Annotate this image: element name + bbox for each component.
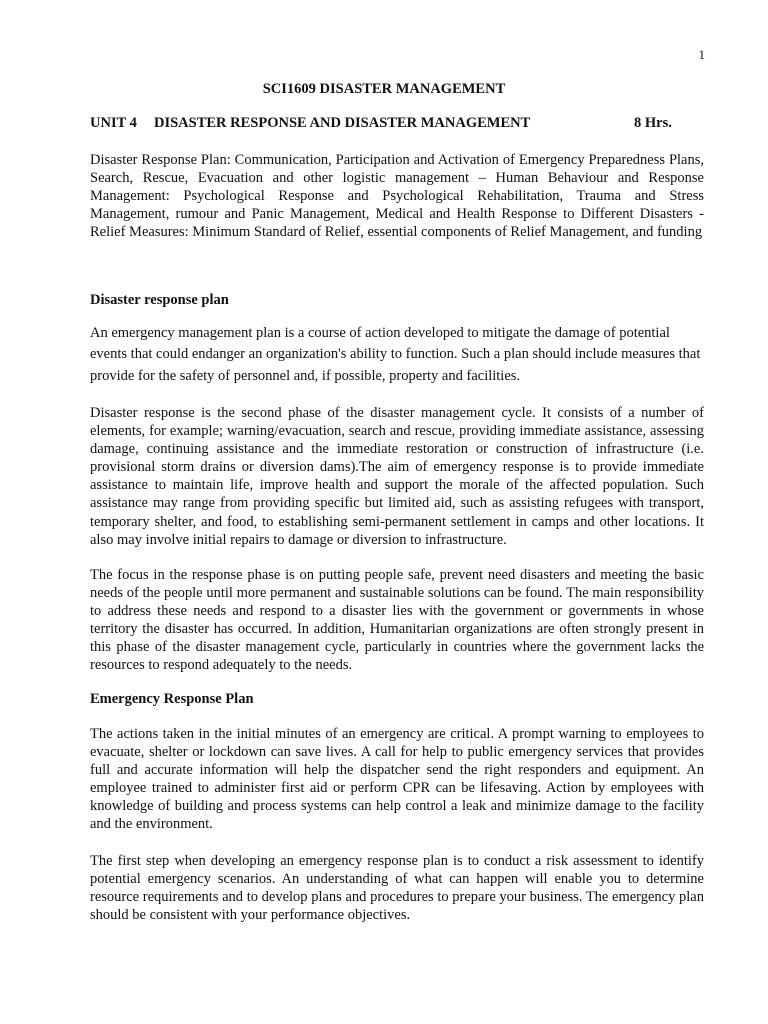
section-heading-emergency-response-plan: Emergency Response Plan [90, 691, 254, 707]
paragraph: Disaster response is the second phase of the disaster management cycle. It consists of a number of elements, for example; warning/evacuation, search and rescue, providing immediate assistance, assessing damage, continuing assistance and the immediate restoration or construction of infrastructure (i.e. provisional storm drains or diversion dams).The aim of emergency response is to provide immediate assistance to maintain life, improve health and support the morale of the affected population. Such assistance may range from providing specific but limited aid, such as assisting refugees with transport, temporary shelter, and food, to establishing semi-permanent settlement in camps and other locations. It also may involve initial repairs to damage or diversion to infrastructure. [90, 405, 704, 548]
page-number: 1 [698, 47, 705, 62]
paragraph: The focus in the response phase is on putting people safe, prevent need disasters and meeting the basic needs of the people until more permanent and sustainable solutions can be found. The main responsibility to address these needs and respond to a disaster lies with the government or governments in whose territory the disaster has occurred. In addition, Humanitarian organizations are often strongly present in this phase of the disaster management cycle, particularly in countries where the government lacks the resources to respond adequately to the needs. [90, 567, 704, 674]
unit-hours: 8 Hrs. [634, 115, 672, 131]
section-heading-disaster-response-plan: Disaster response plan [90, 292, 229, 308]
paragraph: An emergency management plan is a course of action developed to mitigate the damage of potential events that could endanger an organization's ability to function. Such a plan should include measures that provide for the safety of personnel and, if possible, property and facilities. [90, 325, 701, 384]
document-title: SCI1609 DISASTER MANAGEMENT [262, 81, 506, 97]
unit-number: UNIT 4 [90, 115, 137, 131]
unit-title: DISASTER RESPONSE AND DISASTER MANAGEMENT [154, 115, 531, 131]
paragraph: The first step when developing an emergency response plan is to conduct a risk assessment to identify potential emergency scenarios. An understanding of what can happen will enable you to determine resource requirements and to develop plans and procedures to prepare your business. The emergency plan should be consistent with your performance objectives. [90, 853, 704, 924]
syllabus-paragraph: Disaster Response Plan: Communication, Participation and Activation of Emergency Preparedness Plans, Search, Rescue, Evacuation and other logistic management – Human Behaviour and Response Management: Psychological Response and Psychological Rehabilitation, Trauma and Stress Management, rumour and Panic Management, Medical and Health Response to Different Disasters - Relief Measures: Minimum Standard of Relief, essential components of Relief Management, and funding [90, 152, 704, 241]
unit-heading [90, 115, 680, 132]
paragraph: The actions taken in the initial minutes of an emergency are critical. A prompt warning to employees to evacuate, shelter or lockdown can save lives. A call for help to public emergency services that provides full and accurate information will help the dispatcher send the right responders and equipment. An employee trained to administer first aid or perform CPR can be lifesaving. Action by employees with knowledge of building and process systems can help control a leak and minimize damage to the facility and the environment. [90, 726, 704, 833]
